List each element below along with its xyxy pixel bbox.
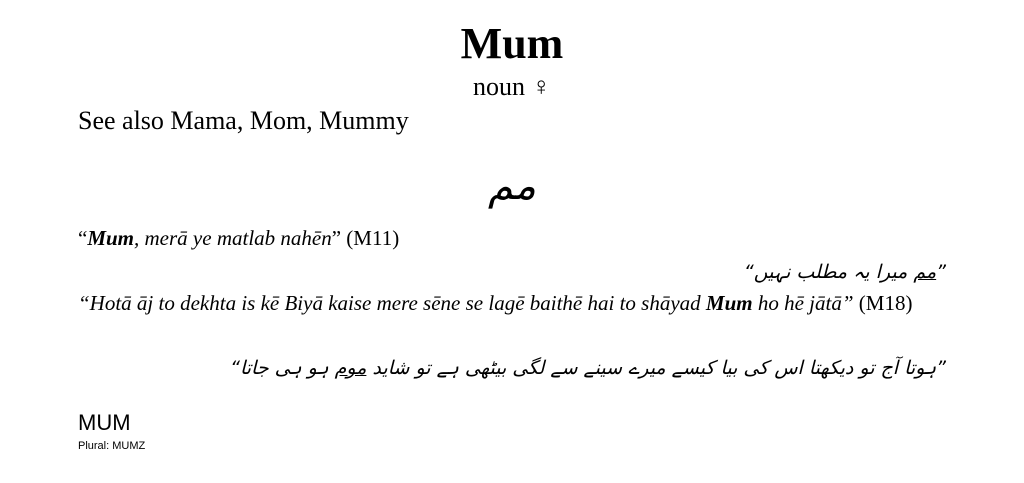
example-1-urdu-open: ” [936,261,946,283]
example-2-text-before: “Hotā āj to dekhta is kē Biyā kaise mere sēne se lagē baithē hai to shāyad [78,291,706,315]
example-1-urdu-close: “ [743,261,754,283]
example-1-keyword: Mum [87,226,135,250]
example-1-urdu-text: میرا یہ مطلب نہیں [753,261,914,283]
example-1-urdu [744,260,946,284]
plural-form: Plural: MUMZ [78,440,146,452]
headword: Mum [460,19,564,68]
example-2-urdu-before: ”ہوتا آج تو دیکھتا اس کی بیا کیسے میرے سینے سے لگی بیٹھی ہے تو شاید [366,357,946,379]
example-2-urdu [230,356,946,380]
example-1-open-quote: “ [78,226,88,250]
example-1-reference: ” (M11) [331,226,400,250]
see-also: See also Mama, Mom, Mummy [78,106,409,135]
example-1-text: , merā ye matlab nahēn [134,226,332,250]
example-2-reference: (M18) [853,291,913,315]
example-2-text-after: ho hē jātā” [752,291,854,315]
part-of-speech: noun ♀ [473,72,551,101]
example-2-urdu-keyword: موم [334,357,367,379]
example-1-romanized [78,226,399,250]
urdu-headword: مم [487,163,537,209]
example-2-keyword: Mum [705,291,753,315]
example-1-urdu-keyword: مم [913,261,937,283]
example-2-romanized [78,291,946,315]
caps-headword: MUM [78,410,131,435]
example-2-urdu-after: ہو ہی جاتا“ [230,357,335,379]
